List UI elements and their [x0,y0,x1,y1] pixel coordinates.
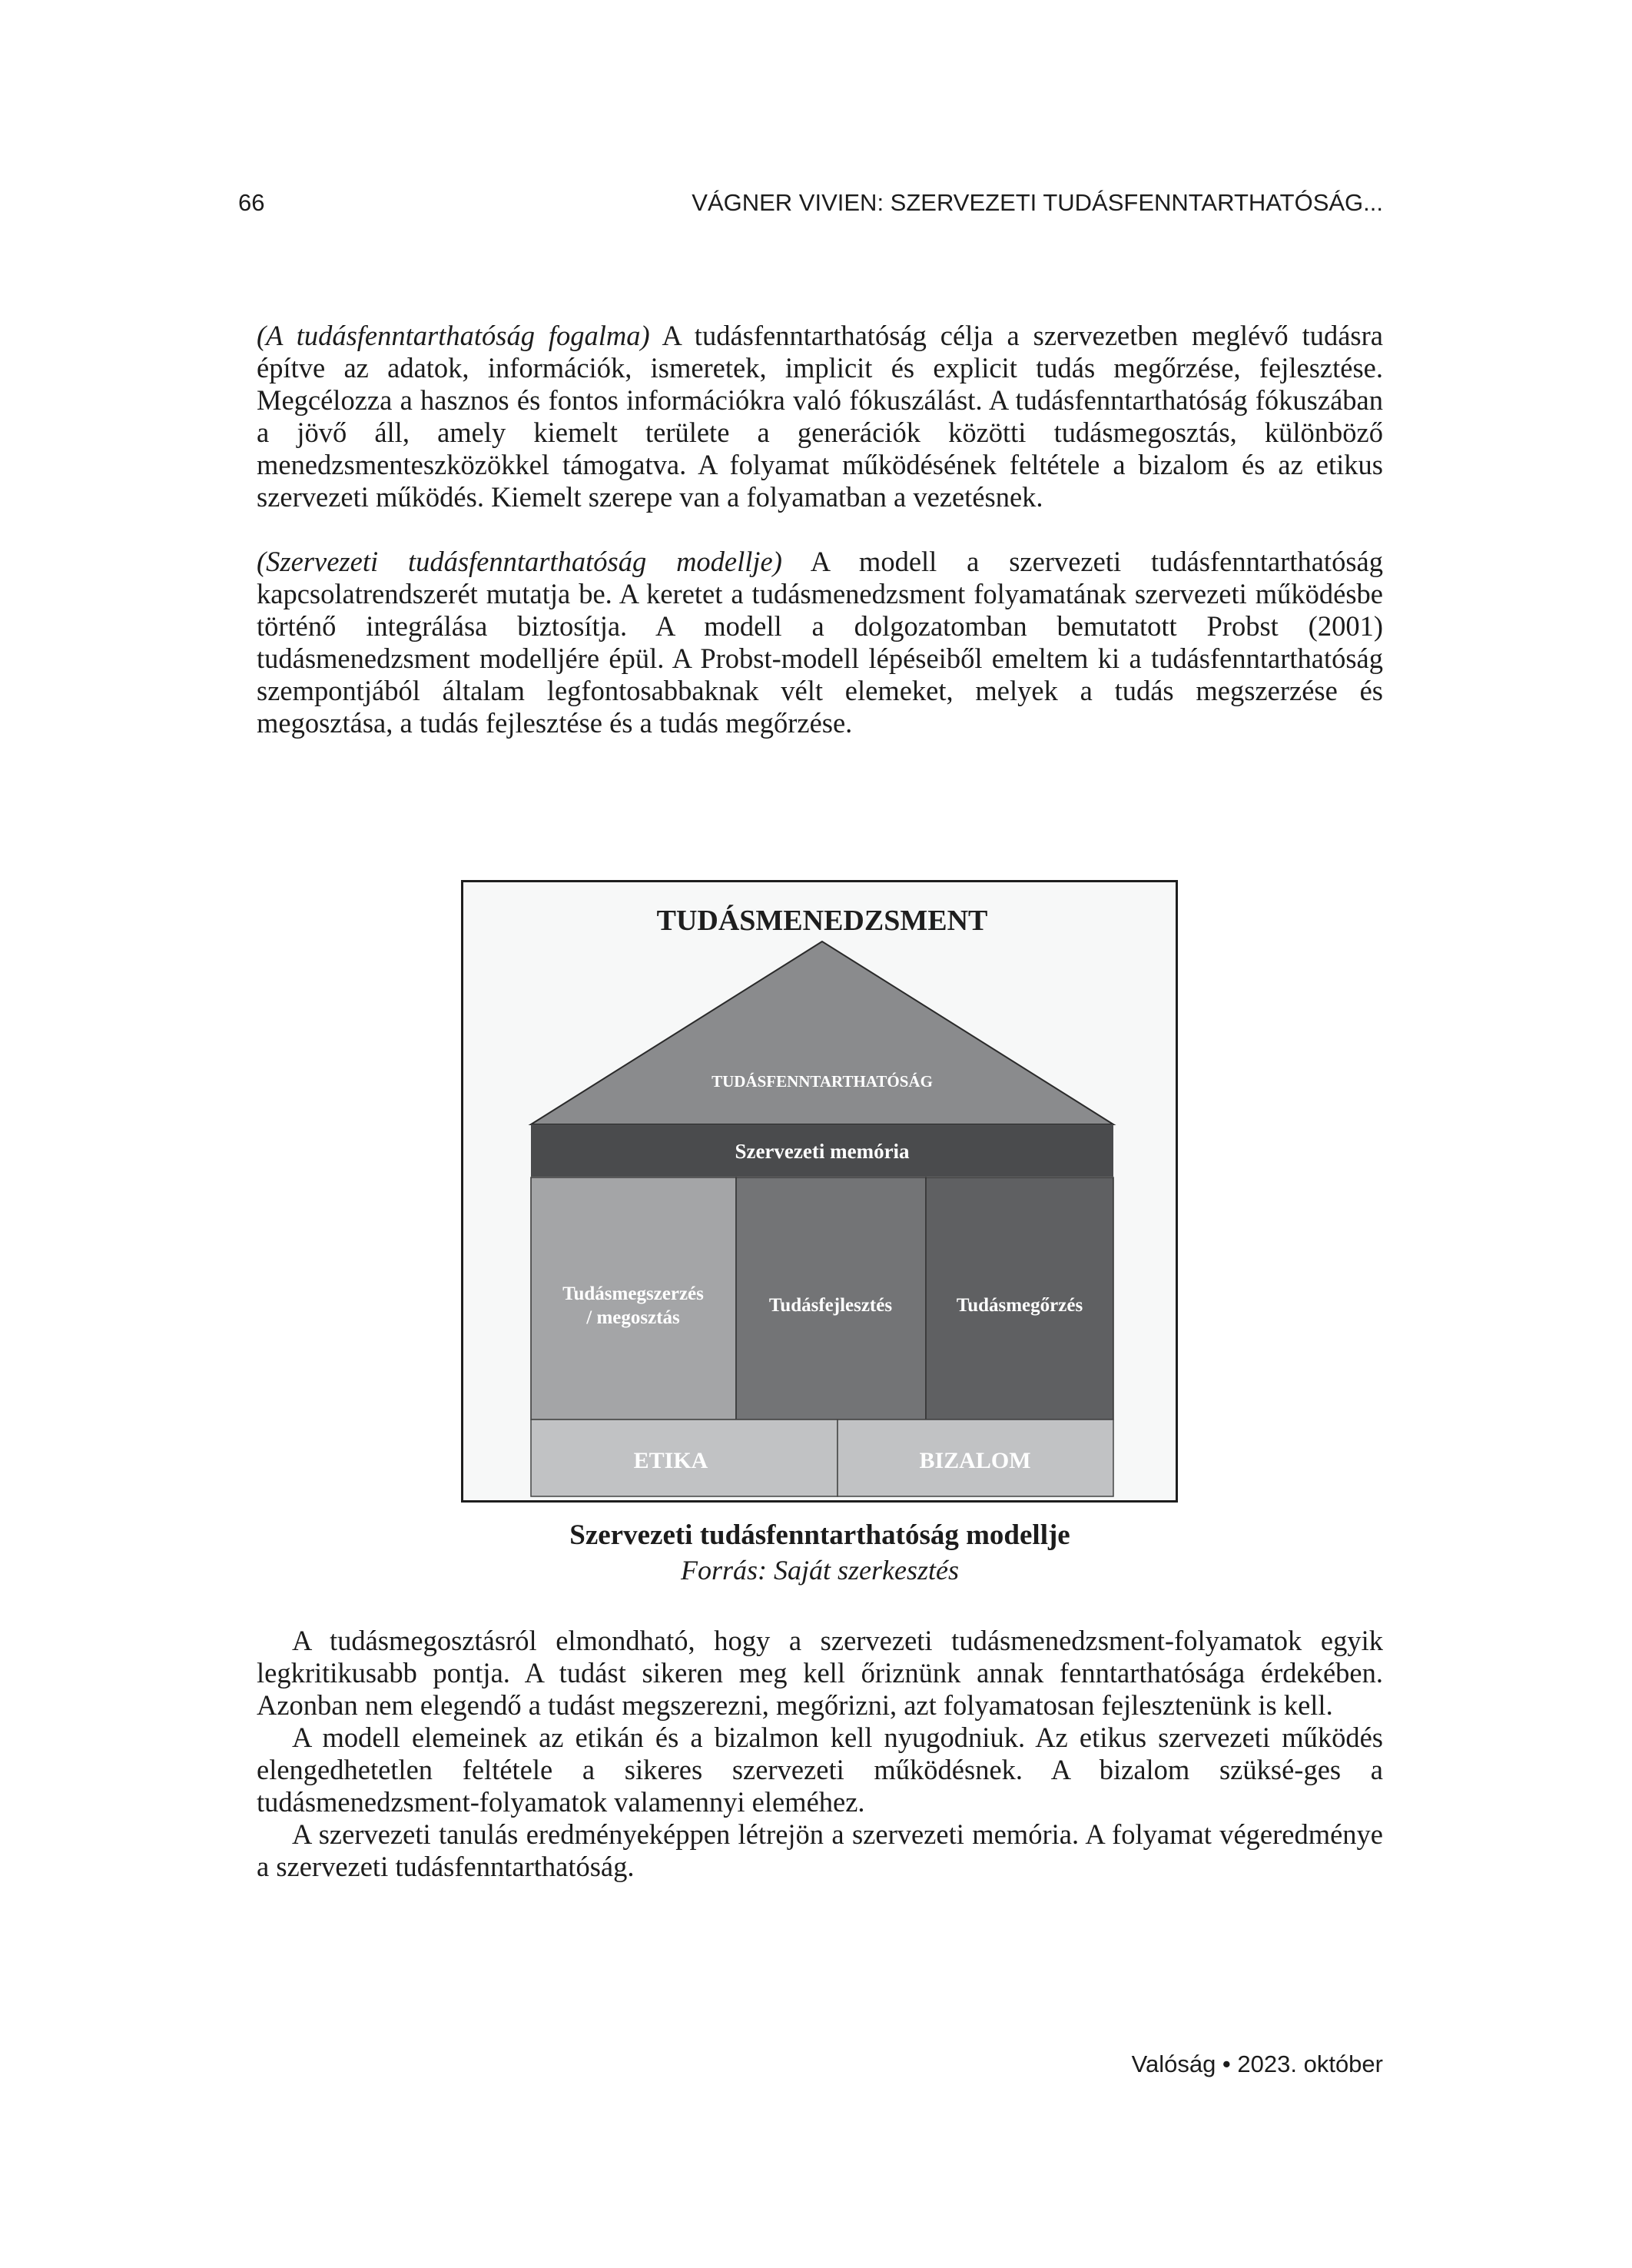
figure-caption-source: Forrás: Saját szerkesztés [681,1555,959,1586]
pillar-development-label: Tudásfejlesztés [768,1295,893,1316]
pillar-acquisition-label-line2: / megosztás [586,1307,680,1328]
diagram-svg [463,882,1176,1500]
paragraph-model [257,546,1383,739]
foundation-trust-label: BIZALOM [919,1448,1031,1473]
pillar-acquisition-label-line1: Tudásmegszerzés [562,1283,704,1304]
paragraph-organizational-memory: A szervezeti tanulás eredményeképpen létrejön a szervezeti memória. A folyamat végeredménye a szervezeti tudásfenntarthatóság. [257,1818,1383,1882]
foundation-ethics-label: ETIKA [633,1448,708,1473]
paragraph-ethics-trust: A modell elemeinek az etikán és a bizalmon kell nyugodniuk. Az etikus szervezeti működés elengedhetetlen feltétele a sikeres szervezeti működésnek. A bizalom szüksé-ges a tudásmenedzsment-folyamatok valamennyi eleméhez. [257,1722,1383,1818]
diagram-title: TUDÁSMENEDZSMENT [656,905,988,937]
roof-label: TUDÁSFENNTARTHATÓSÁG [712,1072,933,1091]
figure-caption-title: Szervezeti tudásfenntarthatóság modellje [569,1519,1070,1551]
paragraph-lead: (A tudásfenntarthatóság fogalma) [257,320,650,351]
running-head: VÁGNER VIVIEN: SZERVEZETI TUDÁSFENNTARTHATÓSÁG... [692,189,1383,216]
page-footer: Valóság • 2023. október [1131,2050,1383,2077]
memory-band-label: Szervezeti memória [735,1140,910,1163]
pillar-preservation-label: Tudásmegőrzés [956,1295,1083,1316]
paragraph-text: A tudásfenntarthatóság célja a szervezetben meglévő tudásra építve az adatok, információk, ismeretek, implicit és explicit tudás megőrzése, fejlesztése. Megcélozza a hasznos és fontos információkra való fókuszálást. A tudásfenntarthatóság fókuszában a jövő áll, amely kiemelt területe a generációk közötti tudásmegosztás, különböző menedzsmenteszközökkel támogatva. A folyamat működésének feltétele a bizalom és az etikus szervezeti működés. Kiemelt szerepe van a folyamatban a vezetésnek. [257,320,1383,513]
body-text-top [257,320,1383,739]
paragraph-text: A modell a szervezeti tudásfenntarthatóság kapcsolatrendszerét mutatja be. A keretet a tudásmenedzsment folyamatának szervezeti működésbe történő integrálása biztosítja. A modell a dolgozatomban bemutatott Probst (2001) tudásmenedzsment modelljére épül. A Probst-modell lépéseiből emeltem ki a tudásfenntarthatóság szempontjából általam legfontosabbaknak vélt elemeket, melyek a tudás megszerzése és megosztása, a tudás fejlesztése és a tudás megőrzése. [257,546,1383,739]
body-text-bottom [257,1625,1383,1883]
paragraph-lead: (Szervezeti tudásfenntarthatóság modellje) [257,546,782,577]
page-number: 66 [238,189,265,216]
figure-house-diagram [461,880,1178,1503]
paragraph-knowledge-sharing: A tudásmegosztásról elmondható, hogy a szervezeti tudásmenedzsment-folyamatok egyik legkritikusabb pontja. A tudást sikeren meg kell őriznünk annak fenntarthatósága érdekében. Azonban nem elegendő a tudást megszerezni, megőrizni, azt folyamatosan fejlesztenünk is kell. [257,1625,1383,1721]
paragraph-concept [257,320,1383,513]
